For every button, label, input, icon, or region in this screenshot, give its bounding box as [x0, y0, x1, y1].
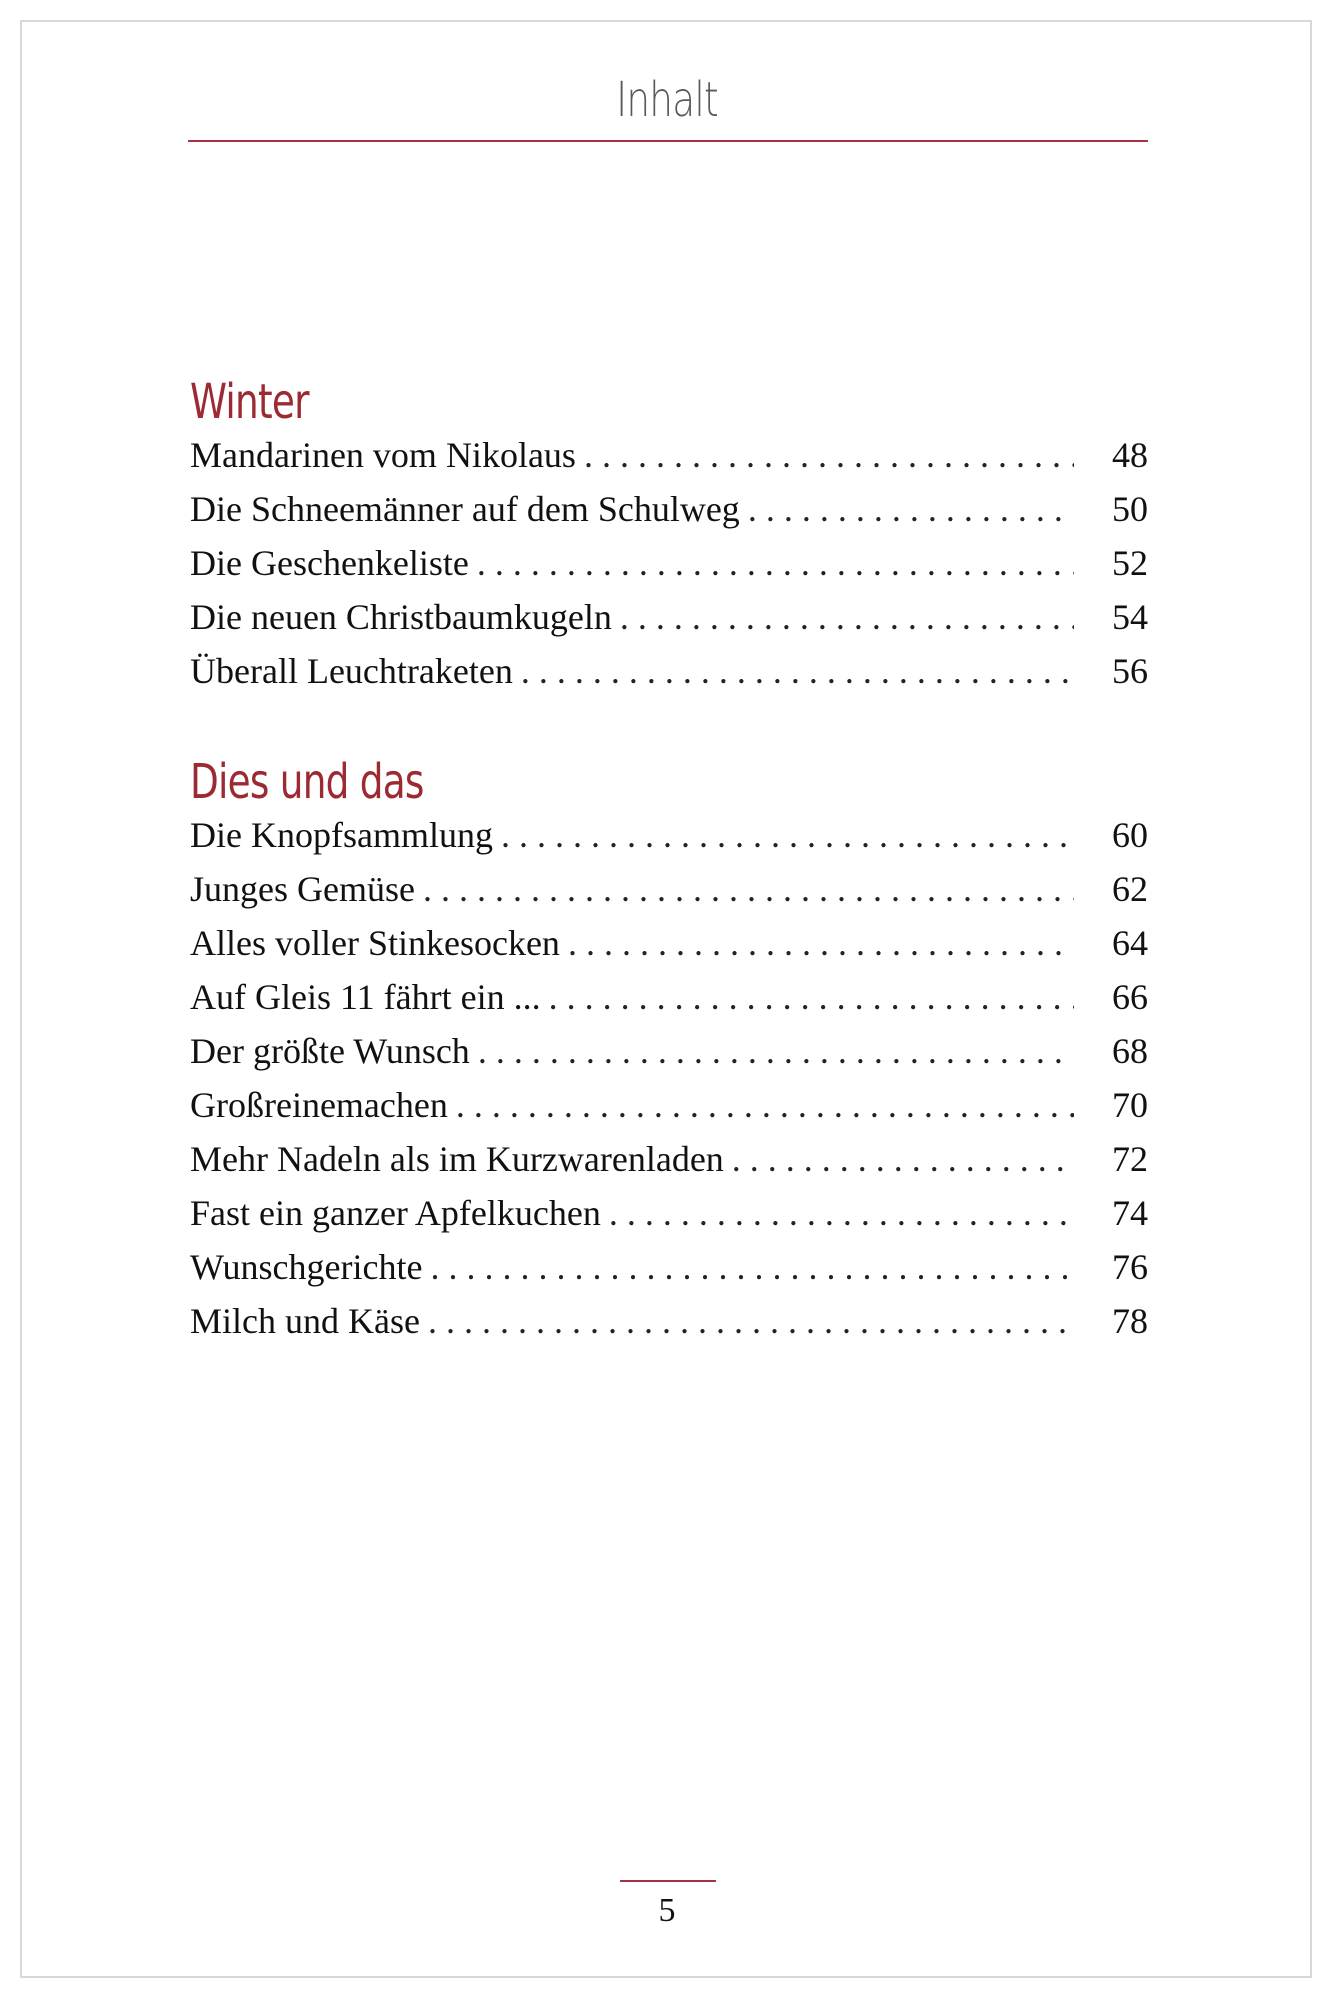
toc-entry — [190, 1246, 1148, 1300]
dot-leader — [477, 542, 1074, 584]
toc-entry-title: Mandarinen vom Nikolaus — [190, 435, 576, 475]
dot-leader — [428, 1300, 1074, 1342]
toc-entry-title: Überall Leuchtraketen — [190, 651, 513, 691]
toc-entry — [190, 488, 1148, 542]
toc-entry — [190, 1084, 1148, 1138]
dot-leader — [609, 1192, 1074, 1234]
toc-entry — [190, 1192, 1148, 1246]
toc-entry-page: 52 — [1112, 543, 1148, 583]
dot-leader — [549, 976, 1074, 1018]
toc-entry-page: 60 — [1112, 815, 1148, 855]
toc-entry-page: 54 — [1112, 597, 1148, 637]
section-heading-winter: Winter — [190, 374, 309, 430]
section-heading-dies-und-das: Dies und das — [190, 754, 424, 810]
toc-entry-page: 56 — [1112, 651, 1148, 691]
dot-leader — [456, 1084, 1074, 1126]
table-of-contents — [190, 370, 1148, 1354]
section-spacer — [190, 704, 1148, 750]
toc-entry-page: 72 — [1112, 1139, 1148, 1179]
toc-entry — [190, 976, 1148, 1030]
footer-divider — [620, 1880, 716, 1882]
toc-entry — [190, 542, 1148, 596]
dot-leader — [568, 922, 1074, 964]
toc-entry-page: 48 — [1112, 435, 1148, 475]
toc-entry-title: Die Geschenkeliste — [190, 543, 469, 583]
toc-entry — [190, 922, 1148, 976]
dot-leader — [620, 596, 1074, 638]
toc-entry-title: Wunschgerichte — [190, 1247, 423, 1287]
toc-entry-page: 70 — [1112, 1085, 1148, 1125]
dot-leader — [430, 1246, 1074, 1288]
toc-entry-title: Milch und Käse — [190, 1301, 420, 1341]
toc-entry-title: Junges Gemüse — [190, 869, 415, 909]
toc-entry — [190, 596, 1148, 650]
toc-entry-page: 74 — [1112, 1193, 1148, 1233]
toc-entry — [190, 1138, 1148, 1192]
toc-entry — [190, 1300, 1148, 1354]
page-number: 5 — [658, 1892, 676, 1929]
toc-entry-title: Fast ein ganzer Apfelkuchen — [190, 1193, 601, 1233]
toc-entry-title: Die Schneemänner auf dem Schulweg — [190, 489, 740, 529]
toc-entry — [190, 868, 1148, 922]
dot-leader — [732, 1138, 1074, 1180]
page-title: Inhalt — [616, 72, 718, 128]
dot-leader — [584, 434, 1074, 476]
toc-entry-page: 78 — [1112, 1301, 1148, 1341]
toc-entry — [190, 650, 1148, 704]
toc-entry-page: 68 — [1112, 1031, 1148, 1071]
dot-leader — [501, 814, 1074, 856]
dot-leader — [748, 488, 1074, 530]
toc-entry-page: 66 — [1112, 977, 1148, 1017]
toc-entry — [190, 434, 1148, 488]
toc-entry-page: 64 — [1112, 923, 1148, 963]
toc-entry — [190, 814, 1148, 868]
toc-entry — [190, 1030, 1148, 1084]
toc-entry-title: Mehr Nadeln als im Kurzwarenladen — [190, 1139, 724, 1179]
toc-entry-title: Die neuen Christbaumkugeln — [190, 597, 612, 637]
dot-leader — [478, 1030, 1074, 1072]
toc-entry-title: Alles voller Stinkesocken — [190, 923, 560, 963]
header-divider — [188, 140, 1148, 142]
toc-entry-title: Der größte Wunsch — [190, 1031, 470, 1071]
dot-leader — [423, 868, 1074, 910]
toc-entry-page: 76 — [1112, 1247, 1148, 1287]
toc-entry-title: Großreinemachen — [190, 1085, 448, 1125]
toc-entry-title: Die Knopfsammlung — [190, 815, 493, 855]
dot-leader — [521, 650, 1074, 692]
toc-entry-page: 62 — [1112, 869, 1148, 909]
toc-entry-title: Auf Gleis 11 fährt ein ... — [190, 977, 541, 1017]
toc-entry-page: 50 — [1112, 489, 1148, 529]
